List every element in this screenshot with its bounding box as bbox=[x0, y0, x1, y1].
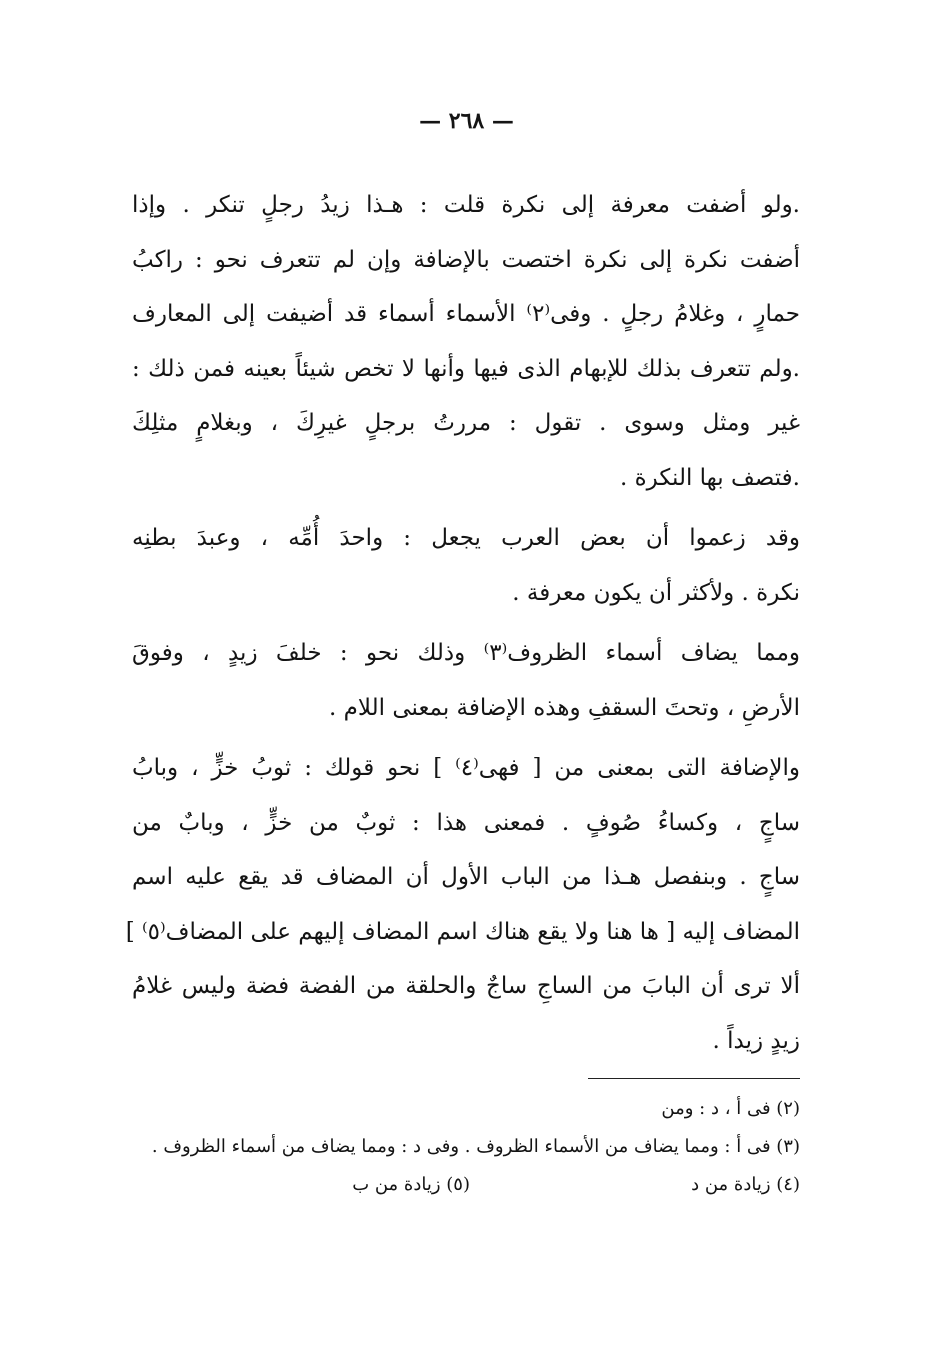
text-line: نكرة . ولأكثر أن يكون معرفة . bbox=[512, 579, 800, 606]
text-line: ومما يضاف أسماء الظروف⁽٣⁾ وذلك نحو : خلفَ زيدٍ ، وفوقَ bbox=[132, 640, 800, 666]
text-line: ساجٍ . وبنفصل هـذا من الباب الأول أن المضاف قد يقع عليه اسم bbox=[132, 864, 800, 890]
footnote-line: (٢) فى أ ، د : ومن bbox=[661, 1098, 800, 1119]
footnote-line: (٣) فى أ : ومما يضاف من الأسماء الظروف . وفى د : ومما يضاف من أسماء الظروف . bbox=[151, 1136, 800, 1157]
text-line: والإضافة التى بمعنى من [ فهى⁽٤⁾ ] نحو قولك : ثوبُ خزٍّ ، وبابُ bbox=[132, 755, 800, 781]
text-line: وقد زعموا أن بعض العرب يجعل : واحدَ أُمِّه ، وعبدَ بطنِه bbox=[132, 525, 800, 551]
footnote-line bbox=[132, 1166, 800, 1204]
text-line: أضفت نكرة إلى نكرة اختصت بالإضافة وإن لم تتعرف نحو : راكبُ bbox=[132, 246, 800, 273]
footnotes bbox=[132, 1090, 800, 1204]
main-text bbox=[125, 178, 800, 1068]
text-line: زيدٍ زيداً . bbox=[712, 1027, 800, 1054]
text-line: .ولو أضفت معرفة إلى نكرة قلت : هـذا زيدُ رجلٍ تنكر . وإذا bbox=[132, 192, 800, 218]
text-line: المضاف إليه [ ها هنا ولا يقع هناك اسم المضاف إليهم على المضاف⁽٥⁾ ] bbox=[125, 918, 800, 945]
footnote-item: (٤) زيادة من د bbox=[691, 1174, 800, 1195]
text-line: ألا ترى أن البابَ من الساجِ ساجٌ والحلقة من الفضة فضة وليس غلامُ bbox=[132, 973, 800, 999]
text-line: غير ومثل وسوى . تقول : مررتُ برجلٍ غيرِكَ ، وبغلامٍ مثلِكَ bbox=[132, 410, 800, 436]
page-number: — ٢٦٨ — bbox=[419, 108, 514, 134]
text-line: .ولم تتعرف بذلك للإبهام الذى فيها وأنها لا تخص شيئاً بعينه فمن ذلك : bbox=[132, 355, 800, 382]
text-line: الأرضِ ، وتحتَ السقفِ وهذه الإضافة بمعنى اللام . bbox=[329, 694, 800, 721]
footnote-item: (٥) زيادة من ب bbox=[352, 1174, 470, 1195]
footnote-separator bbox=[588, 1078, 800, 1079]
text-line: .فتصف بها النكرة . bbox=[619, 464, 800, 491]
text-line: حمارٍ ، وغلامُ رجلٍ . وفى⁽٢⁾ الأسماء أسماء قد أضيفت إلى المعارف bbox=[132, 301, 800, 327]
text-line: ساجٍ ، وكساءُ صُوفٍ . فمعنى هذا : ثوبٌ من خزٍّ ، وبابٌ من bbox=[132, 809, 800, 836]
